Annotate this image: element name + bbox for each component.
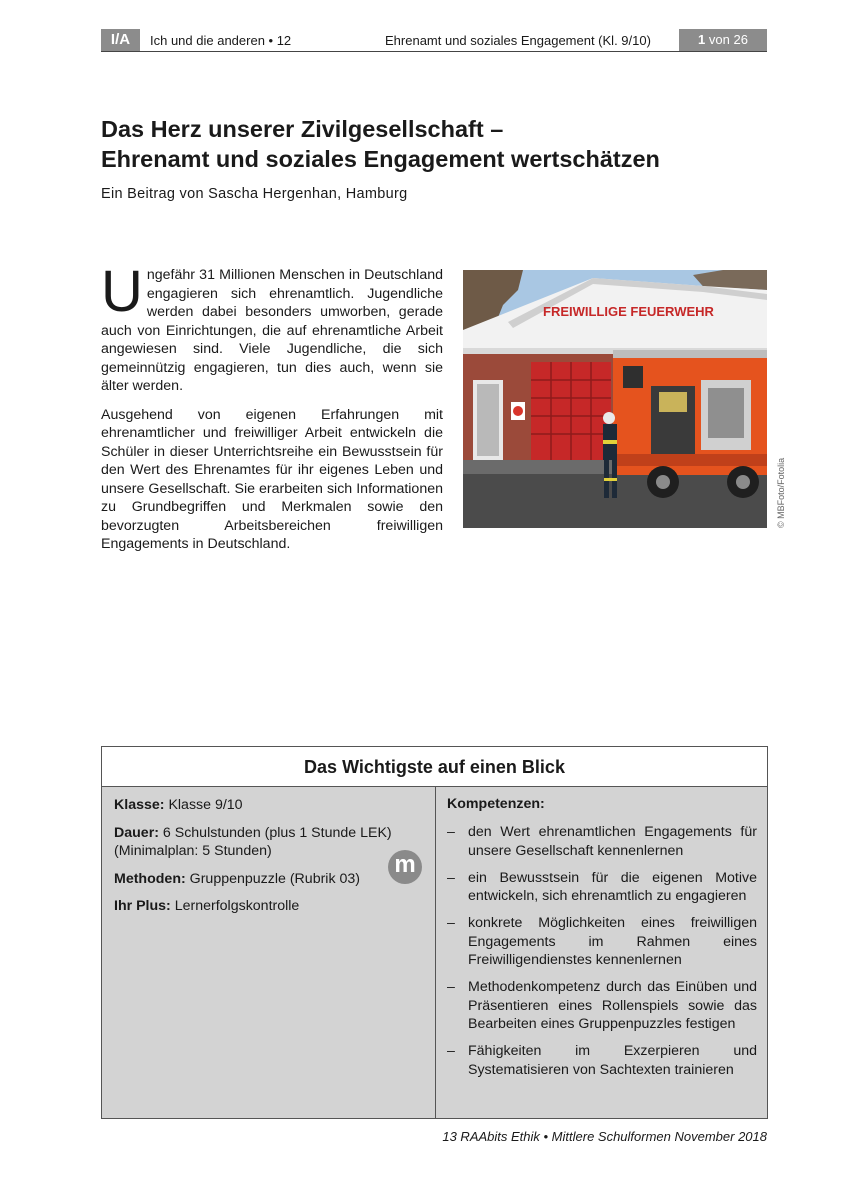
- list-item: [447, 978, 757, 1034]
- facts-column: [102, 787, 436, 1118]
- intro-text: [101, 259, 443, 564]
- dash-icon: –: [447, 869, 455, 886]
- page-title: [101, 114, 781, 174]
- intro-paragraph-1: [101, 259, 443, 396]
- klasse-row: [114, 796, 424, 815]
- topic-label: Ehrenamt und soziales Engagement (Kl. 9/10): [385, 33, 651, 48]
- competency-text: ein Bewusstsein für die eigenen Motive entwickeln, sich ehrenamtlich zu engagieren: [468, 869, 757, 904]
- section-badge: I/A: [101, 29, 140, 51]
- overview-title: Das Wichtigste auf einen Blick: [102, 747, 767, 787]
- dash-icon: –: [447, 1043, 455, 1059]
- list-item: [447, 823, 757, 860]
- dauer-value: 6 Schulstunden (plus 1 Stunde LEK) (Minimalplan: 5 Stunden): [114, 824, 392, 859]
- klasse-label: Klasse:: [114, 797, 165, 813]
- competency-text: Fähigkeiten im Exzerpieren und Systematisieren von Sachtexten trainieren: [468, 1043, 757, 1078]
- intro-p1-text: ngefähr 31 Millionen Menschen in Deutschland engagieren sich ehrenamtlich. Jugendliche werden dabei besonders umworben, gerade auch von Einrichtungen, die auf ehrenamtliche Arbeit angewiesen sind. Viele Jugendliche, die sich gemeinnützig engagieren, tun dies auch, wenn sie älter werden.: [101, 267, 443, 394]
- dauer-label: Dauer:: [114, 824, 159, 841]
- competencies-column: [436, 787, 767, 1118]
- dash-icon: –: [447, 979, 455, 995]
- methoden-label: Methoden:: [114, 870, 186, 887]
- fire-station-illustration: [463, 270, 767, 528]
- competencies-heading: Kompetenzen:: [447, 796, 545, 812]
- list-item: [447, 1042, 757, 1079]
- competency-text: den Wert ehrenamtlichen Engagements für unsere Gesellschaft kennenlernen: [468, 824, 757, 859]
- overview-box: [101, 746, 768, 1119]
- plus-value: Lernerfolgskontrolle: [174, 898, 300, 914]
- page-indicator: [679, 29, 767, 51]
- competencies-list: [447, 823, 757, 1088]
- page-total: von 26: [708, 32, 748, 47]
- dash-icon: –: [447, 915, 455, 931]
- title-line-2: Ehrenamt und soziales Engagement wertschätzen: [101, 146, 660, 172]
- photo-credit: © MBFoto/Fotolia: [776, 457, 786, 528]
- page-footer: 13 RAAbits Ethik • Mittlere Schulformen November 2018: [442, 1129, 767, 1144]
- plus-label: Ihr Plus:: [114, 898, 171, 914]
- method-logo-icon: m: [388, 850, 422, 884]
- page-current: 1: [698, 32, 706, 47]
- author-line: Ein Beitrag von Sascha Hergenhan, Hamburg: [101, 186, 408, 202]
- klasse-value: Klasse 9/10: [168, 797, 243, 813]
- overview-body: [102, 787, 767, 1118]
- competency-text: konkrete Möglichkeiten eines freiwilligen Engagements im Rahmen eines Freiwilligendienstes kennenlernen: [468, 915, 757, 968]
- methoden-row: [114, 870, 424, 889]
- list-item: [447, 914, 757, 970]
- dash-icon: –: [447, 824, 455, 840]
- list-item: [447, 869, 757, 906]
- series-label: Ich und die anderen • 12: [150, 33, 292, 48]
- station-sign: FREIWILLIGE FEUERWEHR: [543, 304, 714, 319]
- methoden-value: Gruppenpuzzle (Rubrik 03): [189, 870, 361, 887]
- plus-row: [114, 897, 424, 916]
- competency-text: Methodenkompetenz durch das Einüben und Präsentieren eines Rollenspiels sowie das Bearbeiten eines Gruppenpuzzles festigen: [468, 979, 757, 1032]
- dropcap: U: [101, 259, 143, 324]
- fire-station-photo: [463, 270, 767, 528]
- dauer-row: [114, 824, 424, 861]
- intro-paragraph-2: Ausgehend von eigenen Erfahrungen mit ehrenamtlicher und freiwilliger Arbeit entwickeln die Schüler in dieser Unterrichtsreihe ein Bewusstsein für den Wert des Ehrenamtes für ihr eigenes Leben und unsere Gesellschaft. Sie erarbeiten sich Informationen zu Grundbegriffen und Merkmalen sowie den bevorzugten Arbeitsbereichen freiwilligen Engagements in Deutschland.: [101, 406, 443, 552]
- page-header: [101, 29, 767, 52]
- title-line-1: Das Herz unserer Zivilgesellschaft –: [101, 116, 504, 142]
